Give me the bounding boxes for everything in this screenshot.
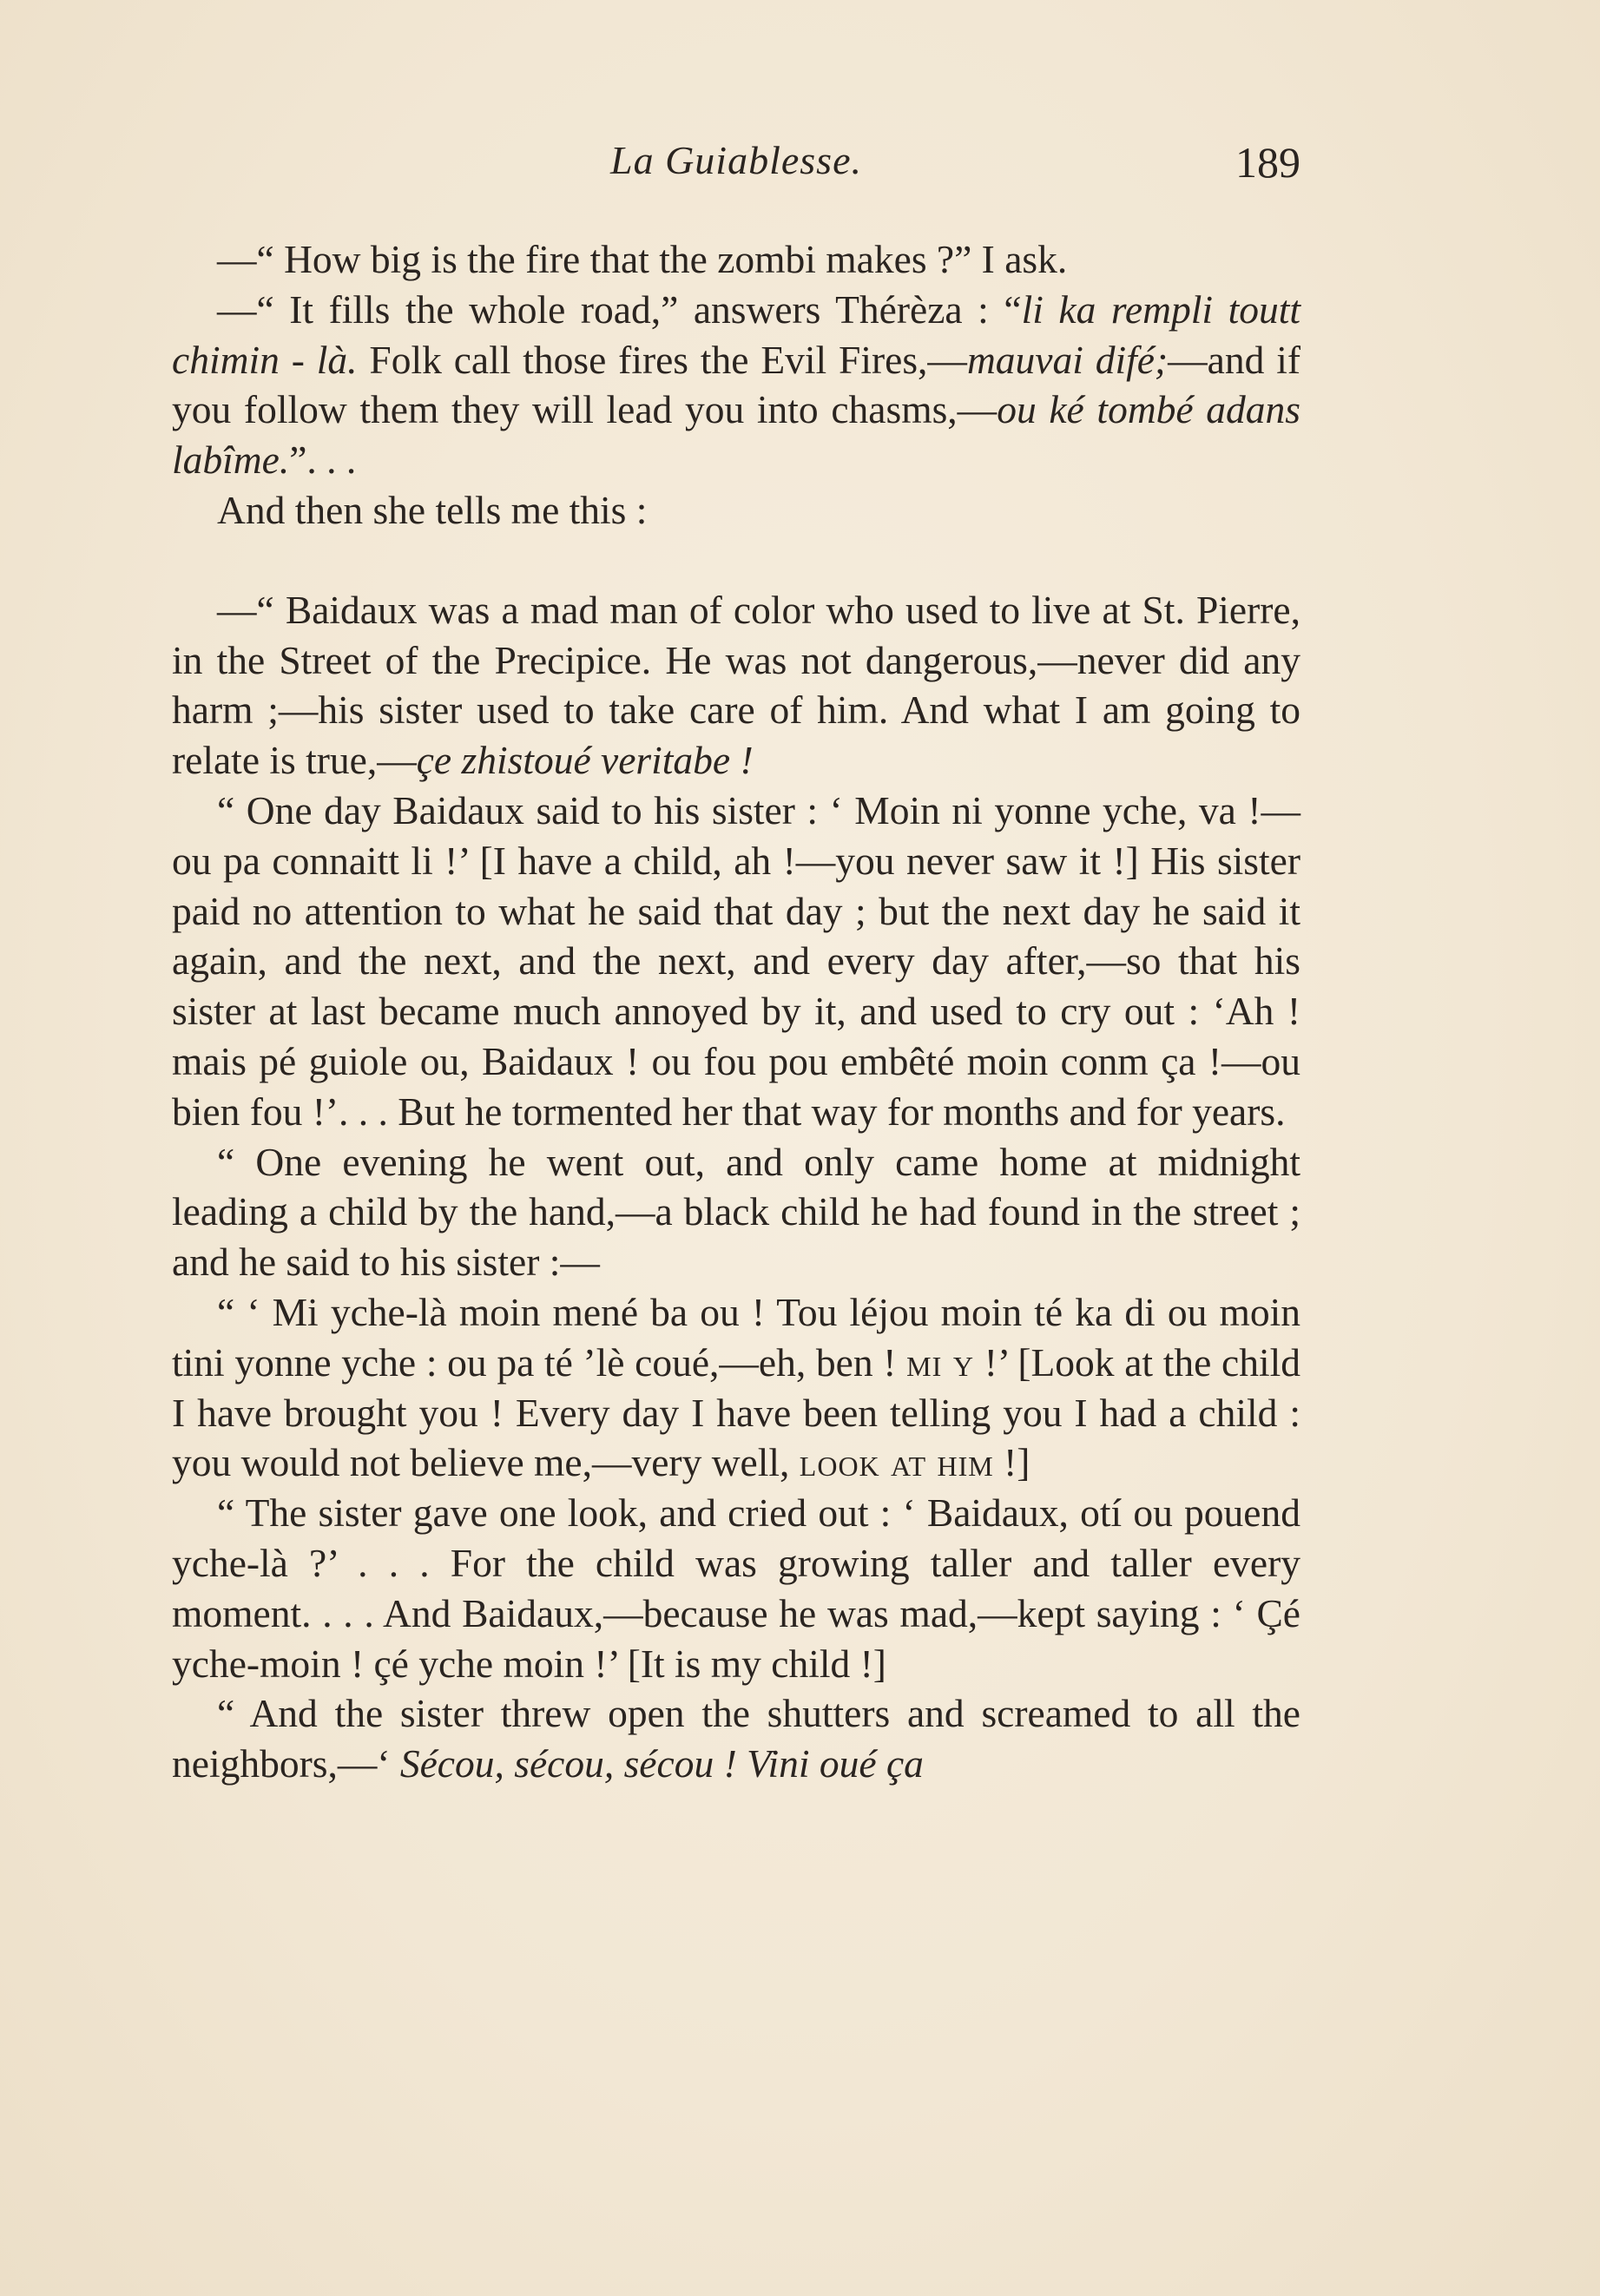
running-title: La Guiablesse.	[610, 138, 862, 182]
text-run: ”. . .	[289, 437, 357, 483]
text-run: “ The sister gave one look, and cried out : ‘ Baidaux, otí ou pouend yche-là ?’ . . . For the child was growing taller and taller every moment. . . . And Baidaux,—because he was mad,—kept saying : ‘ Çé yche-moin ! çé yche moin !’ [It is my child !]	[172, 1490, 1300, 1686]
paragraph	[172, 1688, 1300, 1789]
body-text	[172, 234, 1300, 1789]
paragraph	[172, 1137, 1300, 1287]
text-run: !]	[993, 1440, 1030, 1485]
page-number: 189	[1235, 138, 1300, 187]
paragraph	[172, 1488, 1300, 1688]
text-run: “ And the sister threw open the shutters and screamed to all the neighbors,—‘	[172, 1691, 1300, 1786]
text-run: —and if you follow them they will lead you into chasms,—	[172, 337, 1301, 432]
running-head	[172, 137, 1300, 198]
paragraph	[172, 585, 1300, 786]
paragraph	[172, 485, 1300, 536]
text-run: And then she tells me this :	[217, 487, 648, 532]
text-run: mi y	[906, 1339, 975, 1385]
paragraph	[172, 1287, 1300, 1488]
text-run: “ ‘ Mi yche-là moin mené ba ou ! Tou léjou moin té ka di ou moin tini yonne yche : ou pa té ’lè coué,—eh, ben !	[172, 1289, 1300, 1385]
paragraph	[172, 786, 1300, 1137]
text-run: “ One day Baidaux said to his sister : ‘ Moin ni yonne yche, va !—ou pa connaitt li !’ [I have a child, ah !—you never saw it !] His sister paid no attention to what he said that day ; but the next day he said it again, and the next, and the next, and every day after,—so that his sister at last became much annoyed by it, and used to cry out : ‘Ah ! mais pé guiole ou, Baidaux ! ou fou pou embêté moin conm ça !—ou bien fou !’. . . But he tormented her that way for months and for years.	[172, 787, 1300, 1134]
text-run: li ka rempli toutt chimin - là.	[172, 286, 1300, 382]
text-run: Folk call those fires the Evil Fires,—	[357, 337, 967, 382]
text-run: “ One evening he went out, and only came home at midnight leading a child by the hand,—a black child he had found in the street ; and he said to his sister :—	[172, 1139, 1300, 1285]
paragraph	[172, 234, 1300, 285]
text-run: mauvai difé;	[966, 337, 1169, 382]
text-run: ou ké tombé adans labîme.	[172, 387, 1301, 483]
text-run: !’ [Look at the child I have brought you ! Every day I have been telling you I had a child : you would not believe me,—very well,	[172, 1339, 1300, 1485]
paragraph	[172, 285, 1300, 485]
text-run: —“ It fills the whole road,” answers Thérèza : “	[217, 286, 1022, 332]
text-run: —“ How big is the fire that the zombi makes ?” I ask.	[217, 237, 1068, 281]
text-run: look at him	[799, 1440, 994, 1485]
text-run: çe zhistoué veritabe !	[416, 738, 754, 783]
text-run: —“ Baidaux was a mad man of color who used to live at St. Pierre, in the Street of the Precipice. He was not dangerous,—never did any harm ;—his sister used to take care of him. And what I am going to relate is true,—	[172, 587, 1300, 783]
text-run: Sécou, sécou, sécou ! Vini oué ça	[399, 1741, 924, 1786]
